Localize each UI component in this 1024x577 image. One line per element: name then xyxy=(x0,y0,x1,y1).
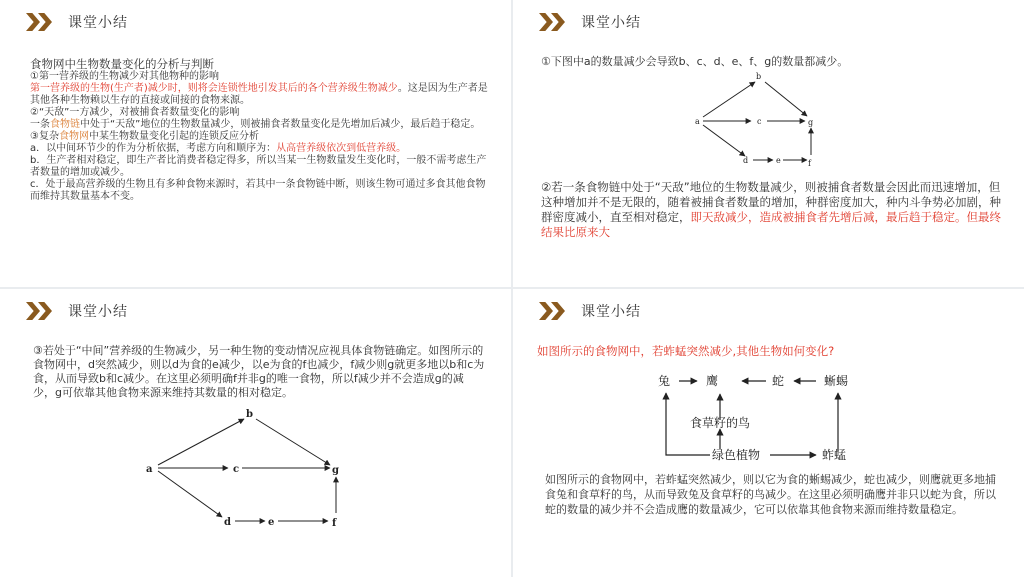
chevron-icon xyxy=(539,302,553,320)
arrow-a-d xyxy=(158,471,222,517)
slide-header xyxy=(26,300,128,322)
section-title: 食物网中生物数量变化的分析与判断 xyxy=(30,57,214,71)
paragraph xyxy=(30,131,488,143)
paragraph xyxy=(30,83,488,107)
question: 如图所示的食物网中，若蚱蜢突然减少,其他生物如何变化? xyxy=(537,344,835,358)
paragraph: c．处于最高营养级的生物且有多种食物来源时，若其中一条食物链中断，则该生物可通过多食其他食物而维持其数量基本不变。 xyxy=(30,179,486,202)
slide-3 xyxy=(0,289,511,577)
node-g: g xyxy=(808,118,814,127)
paragraph: ①下图中a的数量减少会导致b、c、d、e、f、g的数量都减少。 xyxy=(541,55,849,68)
text-run: 中某生物数量变化引起的连锁反应分析 xyxy=(88,131,259,142)
text-run: 。这是因为生产者是其他各种生物赖以生存的直接或间接的食物来源。 xyxy=(30,83,488,106)
highlight-red: 从高营养级依次到低营养级。 xyxy=(276,143,407,154)
text-run: ②若一条食物链中处于“天敌”地位的生物数量减少，则被捕食者数量会因此而迅速增加，但这种增加并不是无限的，随着被捕食者数量的增加，种群密度加大，种内斗争势必加剧，种群密度减小，直至相对稳定， xyxy=(541,180,1001,224)
slide-header xyxy=(539,11,641,33)
slide-header xyxy=(26,11,128,33)
header-title: 课堂小结 xyxy=(68,15,128,31)
text-run: 中处于“天敌”地位的生物数量减少，则被捕食者数量变化是先增加后减少，最后趋于稳定。 xyxy=(80,119,481,130)
answer: 如图所示的食物网中，若蚱蜢突然减少，则以它为食的蜥蜴减少，蛇也减少，则鹰就更多地捕食兔和食草籽的鸟，从而导致兔及食草籽的鸟减少。在这里必须明确鹰并非只以蛇为食，所以蛇的数量的减少并不会造成鹰的数量减少，它可以依靠其他食物来源而维持数量稳定。 xyxy=(545,473,996,516)
arrow-b-g xyxy=(765,82,807,116)
header-title: 课堂小结 xyxy=(581,15,641,31)
highlight-orange: 食物网 xyxy=(58,131,89,142)
node-b: b xyxy=(756,72,762,81)
highlight-orange: 食物链 xyxy=(50,119,80,130)
paragraph: ③若处于“中间”营养级的生物减少，另一种生物的变动情况应视具体食物链确定。如图所示的食物网中，d突然减少，则以d为食的e减少，以e为食的f也减少，f减少则g就更多地以b和c为食，从而导致b和c减少。在这里必须明确f并非g的唯一食物，所以f减少并不会造成g的减少，g可依靠其他食物来源来维持其数量的相对稳定。 xyxy=(33,344,485,399)
node-b: b xyxy=(246,409,253,420)
paragraph: ①第一营养级的生物减少对其他物种的影响 xyxy=(30,71,219,82)
node-c: c xyxy=(757,117,762,126)
arrow-a-b xyxy=(703,82,755,117)
node-bird: 食草籽的鸟 xyxy=(690,416,751,430)
node-c: c xyxy=(233,464,240,475)
paragraph: ②“天敌”一方减少，对被捕食者数量变化的影响 xyxy=(30,107,240,118)
node-e: e xyxy=(776,156,781,165)
node-e: e xyxy=(268,517,275,528)
chevron-icon xyxy=(38,13,52,31)
node-rabbit: 兔 xyxy=(658,374,671,388)
slide-1-body xyxy=(30,57,488,203)
node-eagle: 鹰 xyxy=(706,374,719,388)
text-run: 一条 xyxy=(30,119,50,130)
paragraph xyxy=(30,143,488,155)
arrow-a-d xyxy=(703,125,745,156)
chevron-icon xyxy=(539,13,553,31)
chevron-icon xyxy=(26,13,40,31)
paragraph xyxy=(30,119,488,131)
node-d: d xyxy=(743,156,749,165)
paragraph xyxy=(541,180,1003,240)
food-web-diagram xyxy=(683,70,833,170)
slide-header xyxy=(539,300,641,322)
slide-4 xyxy=(513,289,1024,577)
node-f: f xyxy=(808,159,811,168)
food-web-diagram xyxy=(648,365,888,465)
node-g: g xyxy=(332,465,339,476)
chevron-icon xyxy=(26,302,40,320)
text-run: ③复杂 xyxy=(30,131,59,142)
highlight-red: 第一营养级的生物(生产者)减少时，则将会连锁性地引发其后的各个营养级生物减少 xyxy=(30,83,398,94)
node-lizard: 蜥蜴 xyxy=(824,374,849,388)
node-a: a xyxy=(146,464,153,475)
header-title: 课堂小结 xyxy=(581,304,641,320)
text-run: a．以中间环节少的作为分析依据，考虑方向和顺序为： xyxy=(30,143,277,154)
chevron-icon xyxy=(551,13,565,31)
slide-1 xyxy=(0,0,511,287)
node-snake: 蛇 xyxy=(772,374,785,388)
food-web-diagram xyxy=(140,409,360,529)
node-f: f xyxy=(332,518,337,529)
node-a: a xyxy=(695,117,700,126)
chevron-icon xyxy=(551,302,565,320)
chevron-icon xyxy=(38,302,52,320)
node-grasshopper: 蚱蜢 xyxy=(822,448,847,462)
node-plant: 绿色植物 xyxy=(712,448,761,462)
header-title: 课堂小结 xyxy=(68,304,128,320)
arrow-b-g xyxy=(256,419,330,465)
arrow-a-b xyxy=(158,419,244,465)
slide-2 xyxy=(513,0,1024,287)
highlight-red: 即天敌减少，造成被捕食者先增后减，最后趋于稳定。但最终结果比原来大 xyxy=(541,210,1001,239)
node-d: d xyxy=(224,517,231,528)
paragraph: b．生产者相对稳定，即生产者比消费者稳定得多，所以当某一生物数量发生变化时，一般不需考虑生产者数量的增加或减少。 xyxy=(30,155,487,178)
